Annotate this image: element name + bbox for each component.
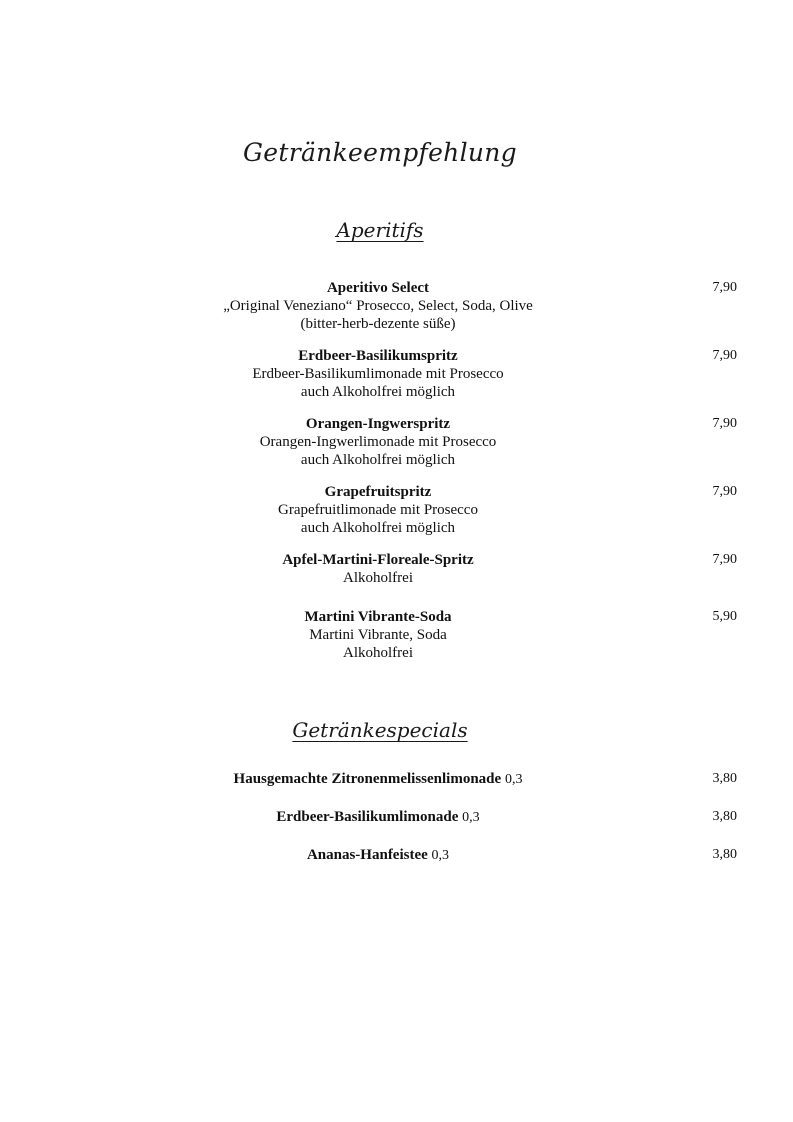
- item-price: 7,90: [712, 280, 737, 295]
- item-name: Erdbeer-Basilikumspritz: [298, 348, 458, 364]
- special-item: [180, 770, 576, 789]
- item-name: Apfel-Martini-Floreale-Spritz: [282, 552, 474, 568]
- item-description: Orangen-Ingwerlimonade mit Prosecco: [259, 434, 497, 450]
- menu-item: [180, 347, 576, 401]
- item-name: Erdbeer-Basilikumlimonade: [276, 809, 459, 825]
- item-description: auch Alkoholfrei möglich: [300, 384, 456, 400]
- item-size: 0,3: [431, 848, 450, 863]
- section-title-specials: Getränkespecials: [292, 718, 468, 742]
- page-title: Getränkeempfehlung: [243, 138, 517, 167]
- menu-item: [180, 415, 576, 469]
- item-description: Erdbeer-Basilikumlimonade mit Prosecco: [252, 366, 504, 382]
- item-price: 3,80: [712, 771, 737, 786]
- item-price: 3,80: [712, 847, 737, 862]
- item-description: Alkoholfrei: [343, 645, 413, 661]
- item-price: 3,80: [712, 809, 737, 824]
- item-description: Grapefruitlimonade mit Prosecco: [278, 502, 478, 518]
- item-price: 7,90: [712, 484, 737, 499]
- item-price: 5,90: [712, 609, 737, 624]
- item-description: „Original Veneziano“ Prosecco, Select, Soda, Olive: [223, 298, 533, 314]
- item-price: 7,90: [712, 416, 737, 431]
- item-name: Hausgemachte Zitronenmelissenlimonade: [233, 771, 502, 787]
- menu-item: [180, 551, 576, 587]
- item-description: auch Alkoholfrei möglich: [300, 452, 456, 468]
- item-name: Aperitivo Select: [326, 280, 430, 296]
- item-size: 0,3: [462, 810, 480, 825]
- section-title-aperitifs: Aperitifs: [336, 218, 424, 242]
- item-price: 7,90: [712, 348, 737, 363]
- special-item: [180, 846, 576, 865]
- item-description: (bitter-herb-dezente süße): [300, 316, 456, 332]
- item-name: Orangen-Ingwerspritz: [305, 416, 451, 432]
- item-name: Ananas-Hanfeistee: [306, 847, 428, 863]
- item-description: Alkoholfrei: [343, 570, 413, 586]
- item-name: Grapefruitspritz: [324, 484, 432, 500]
- special-item: [180, 808, 576, 827]
- item-description: auch Alkoholfrei möglich: [300, 520, 456, 536]
- menu-item: [180, 608, 576, 662]
- item-price: 7,90: [712, 552, 737, 567]
- menu-item: [180, 279, 576, 333]
- item-name: Martini Vibrante-Soda: [304, 609, 452, 625]
- item-size: 0,3: [504, 772, 523, 787]
- item-description: Martini Vibrante, Soda: [309, 627, 447, 643]
- menu-item: [180, 483, 576, 537]
